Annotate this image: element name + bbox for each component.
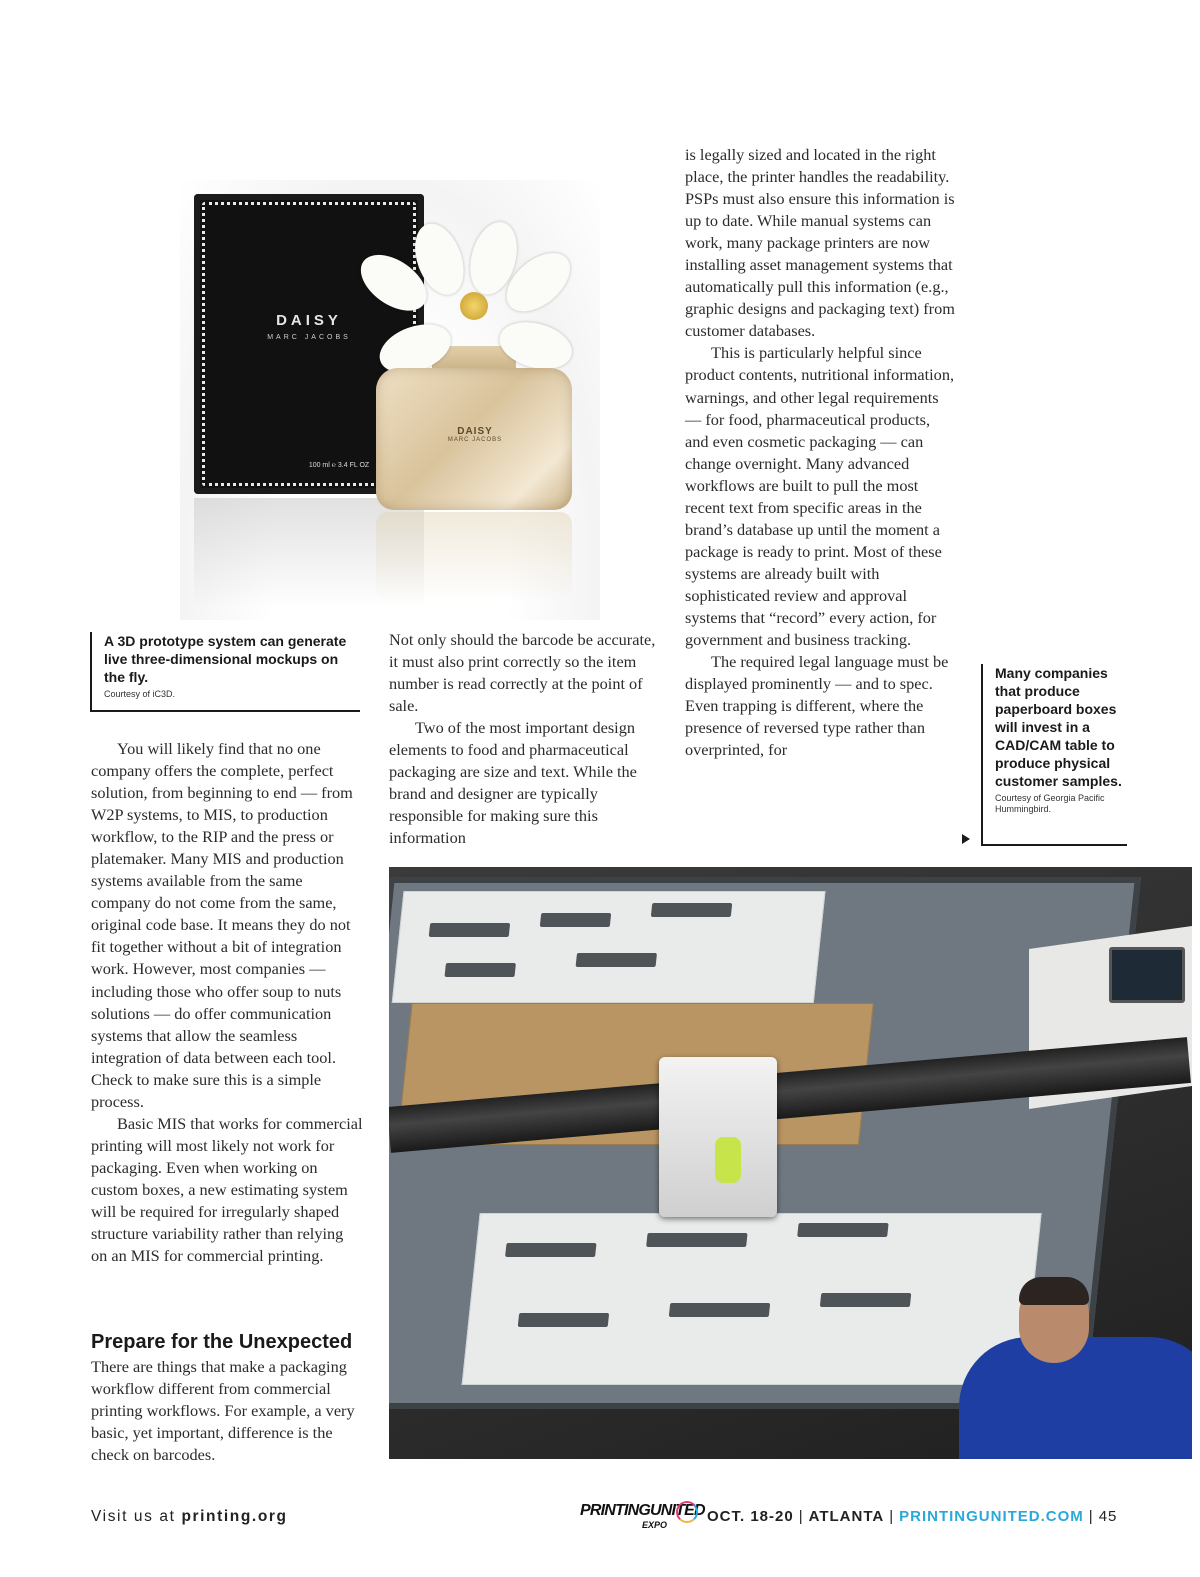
footer-visit-link[interactable]: printing.org [181,1508,288,1525]
sheet-print [797,1223,888,1237]
cutting-head [659,1057,777,1217]
body-paragraph: Basic MIS that works for commercial printing will most likely not work for packaging. Even when working on custom boxes, a new estimating system will be required for irregularly shaped structure variability rather than relying on an MIS for commercial printing. [91,1113,363,1266]
caption-pointer-icon [962,834,970,844]
footer-visit-prefix: Visit us at [91,1508,176,1525]
cutting-table-photo [389,867,1192,1459]
box-brand-text: DAISY [276,312,342,329]
sheet-print [646,1233,747,1247]
printed-sheet [462,1213,1042,1385]
sheet-print [651,903,732,917]
printed-sheet [392,891,826,1003]
page-number: 45 [1098,1508,1118,1525]
event-city: ATLANTA [808,1508,885,1525]
column-1-continued [91,1356,363,1466]
sheet-print [444,963,515,977]
body-paragraph: This is particularly helpful since product contents, nutritional information, warnings, and other legal requirements — for food, pharmaceutical products, and even cosmetic packaging — can change overnight. Many advanced workflows are built to pull the most recent text from specific areas in the brand’s database up until the moment a package is ready to print. Most of these systems are already built with sophisticated review and approval systems that “record” every action, for government and business tracking. [685,343,955,650]
bottle-label [430,426,520,443]
workstation-monitor [1109,947,1185,1003]
event-dates: OCT. 18-20 [707,1508,794,1525]
box-volume-text: 100 ml ℮ 3.4 FL OZ [308,462,370,469]
caption-title: A 3D prototype system can generate live three-dimensional mockups on the fly. [104,633,347,685]
logo-wordmark: PRINTINGUNITED [580,1502,705,1519]
sheet-print [820,1293,911,1307]
column-1 [91,738,363,1267]
sheet-print [669,1303,770,1317]
photo-caption-prototype [90,632,360,712]
body-paragraph: Two of the most important design elements to food and pharmaceutical packaging are size and text. While the brand and designer are typically responsible for making sure this information [389,718,637,848]
worker-hair [1019,1277,1089,1305]
caption-credit: Courtesy of iC3D. [104,689,176,699]
logo-expo: EXPO [642,1520,668,1530]
sheet-print [576,953,657,967]
photo-caption-cad-cam [981,664,1127,846]
perfume-photo [180,180,600,620]
column-2 [389,629,657,849]
body-paragraph: There are things that make a packaging workflow different from commercial printing workflows. For example, a very basic, yet important, difference is the check on barcodes. [91,1357,355,1465]
section-heading: Prepare for the Unexpected [91,1331,353,1353]
caption-credit: Courtesy of Georgia Pacific Hummingbird. [995,793,1105,814]
sheet-print [518,1313,609,1327]
footer-event-info: OCT. 18-20 | ATLANTA | PRINTINGUNITED.COM | 45 [707,1508,1118,1525]
sheet-print [429,923,510,937]
body-paragraph: The required legal language must be displayed prominently — and to spec. Even trapping is different, where the presence of reversed type rather than overprinted, for [685,652,949,760]
logo-ring-icon [676,1501,698,1523]
body-paragraph: Not only should the barcode be accurate, it must also print correctly so the item number is read correctly at the point of sale. [389,630,656,716]
event-website-link[interactable]: PRINTINGUNITED.COM [899,1508,1084,1525]
printing-united-logo [580,1500,705,1530]
bottle-maker-text: MARC JACOBS [447,437,503,443]
flower-center [460,292,488,320]
caption-title: Many companies that produce paperboard boxes will invest in a CAD/CAM table to produce physical customer samples. [995,665,1122,789]
cutting-tool [715,1137,741,1183]
footer-visit [91,1508,288,1526]
sheet-print [540,913,611,927]
box-maker-text: MARC JACOBS [267,334,351,341]
body-paragraph: You will likely find that no one company offers the complete, perfect solution, from beginning to end — from W2P systems, to MIS, to production workflow, to the RIP and the press or platemaker. Many MIS and production systems available from the same company do not come from the same, original code base. It means they do not fit together without a bit of integration work. However, most companies — including those who offer soup to nuts solutions — do offer communication systems that allow the seamless integration of data between each tool. Check to make sure this is a simple process. [91,739,353,1111]
sheet-print [505,1243,596,1257]
bottle-brand-text: DAISY [457,426,493,437]
bottle-reflection [376,512,572,602]
column-3 [685,144,955,761]
body-paragraph: is legally sized and located in the right place, the printer handles the readability. PSPs must also ensure this information is up to date. While manual systems can work, many package printers are now installing asset management systems that automatically pull this information (e.g., graphic designs and packaging text) from customer databases. [685,145,955,341]
